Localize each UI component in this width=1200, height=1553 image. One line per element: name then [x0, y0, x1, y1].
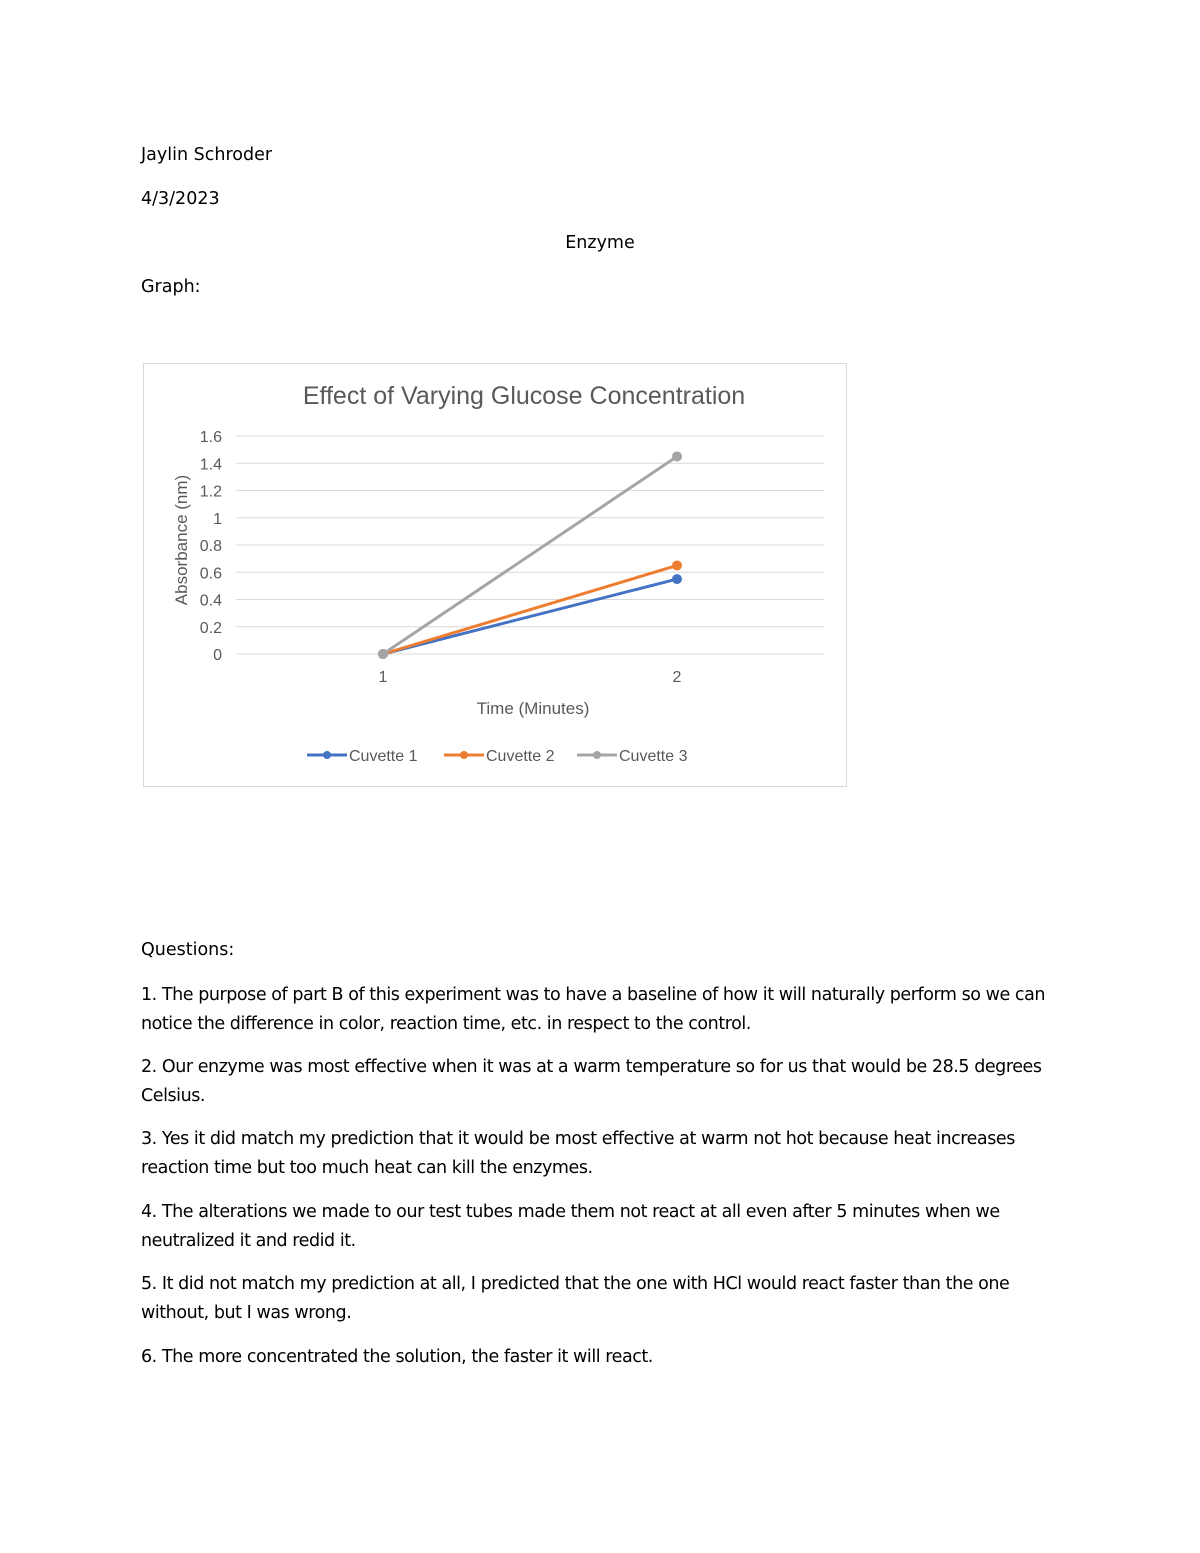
x-tick-label: 1 [378, 669, 388, 686]
y-axis-label: Absorbance (nm) [172, 474, 191, 606]
document-date: 4/3/2023 [141, 189, 220, 209]
legend-item [307, 748, 418, 765]
y-tick-label: 0.4 [199, 592, 222, 610]
question-answer-2: 2. Our enzyme was most effective when it was at a warm temperature so for us that would be 28.5 degrees Celsius. [141, 1057, 1042, 1106]
question-answer-1: 1. The purpose of part B of this experiment was to have a baseline of how it will naturally perform so we can notice the difference in color, reaction time, etc. in respect to the control. [141, 985, 1046, 1034]
author-name: Jaylin Schroder [141, 145, 273, 165]
legend-swatch-marker [593, 751, 601, 759]
y-tick-label: 1.2 [199, 483, 222, 501]
legend-item [444, 748, 555, 765]
data-point [673, 575, 682, 584]
data-point [673, 561, 682, 570]
legend-swatch-marker [460, 751, 468, 759]
graph-label: Graph: [141, 277, 201, 297]
legend-label: Cuvette 1 [349, 748, 418, 765]
y-tick-label: 0 [213, 647, 222, 664]
y-tick-label: 0.6 [199, 565, 222, 583]
questions-heading: Questions: [141, 940, 235, 960]
data-point [379, 650, 388, 659]
question-answer-5: 5. It did not match my prediction at all, I predicted that the one with HCl would react faster than the one without, but I was wrong. [141, 1274, 1010, 1323]
question-answer-4: 4. The alterations we made to our test tubes made them not react at all even after 5 minutes when we neutralized it and redid it. [141, 1202, 1000, 1251]
y-tick-label: 0.2 [199, 619, 222, 637]
series-3 [379, 452, 682, 659]
legend-item [577, 748, 688, 765]
chart-title: Effect of Varying Glucose Concentration [302, 382, 746, 410]
data-point [673, 452, 682, 461]
y-tick-label: 1.4 [199, 456, 222, 474]
x-tick-label: 2 [672, 669, 682, 686]
legend-swatch-marker [323, 751, 331, 759]
question-answer-3: 3. Yes it did match my prediction that it would be most effective at warm not hot because heat increases reaction time but too much heat can kill the enzymes. [141, 1129, 1015, 1178]
x-axis-label: Time (Minutes) [476, 699, 590, 718]
y-tick-label: 1.6 [199, 429, 222, 446]
legend-label: Cuvette 2 [486, 748, 555, 765]
y-tick-label: 0.8 [199, 538, 222, 555]
line-chart [144, 364, 848, 788]
legend-label: Cuvette 3 [619, 748, 688, 765]
question-answer-6: 6. The more concentrated the solution, the faster it will react. [141, 1347, 653, 1367]
series-line [383, 579, 677, 654]
series-1 [379, 575, 682, 659]
y-tick-label: 1 [213, 510, 222, 528]
chart-container [143, 363, 847, 787]
document-title: Enzyme [565, 233, 635, 253]
series-line [383, 456, 677, 654]
series-line [383, 565, 677, 654]
